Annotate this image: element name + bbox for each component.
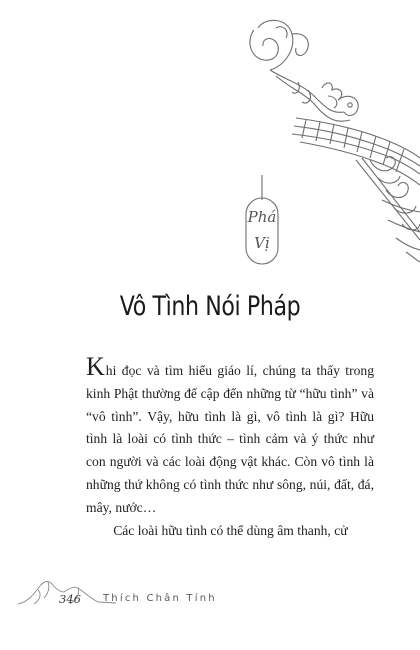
body-text bbox=[86, 352, 374, 542]
paragraph-2: Các loài hữu tình có thể dùng âm thanh, cử bbox=[113, 522, 348, 538]
temple-roof-ornament-icon bbox=[236, 10, 420, 265]
drop-cap: K bbox=[86, 352, 105, 381]
paragraph-1 bbox=[86, 352, 374, 520]
seal-text-phap: Phá bbox=[247, 208, 277, 226]
author-name: Thích Chân Tính bbox=[103, 593, 217, 604]
page-number: 346 bbox=[59, 592, 81, 606]
seal-text-vi: Vị bbox=[254, 234, 270, 252]
paragraph-1-text: hi đọc và tìm hiểu giáo lí, chúng ta thấy trong kinh Phật thường để cập đến những từ “hữu tình” và “vô tình”. Vậy, hữu tình là gì, vô tình là gì? Hữu tình là loài có tình thức – tình cảm và ý thức như con người và các loài động vật khác. Còn vô tình là những thứ không có tình thức như sông, núi, đất, đá, mây, nước… bbox=[86, 363, 374, 515]
chapter-title: Vô Tình Nói Pháp bbox=[119, 291, 301, 322]
